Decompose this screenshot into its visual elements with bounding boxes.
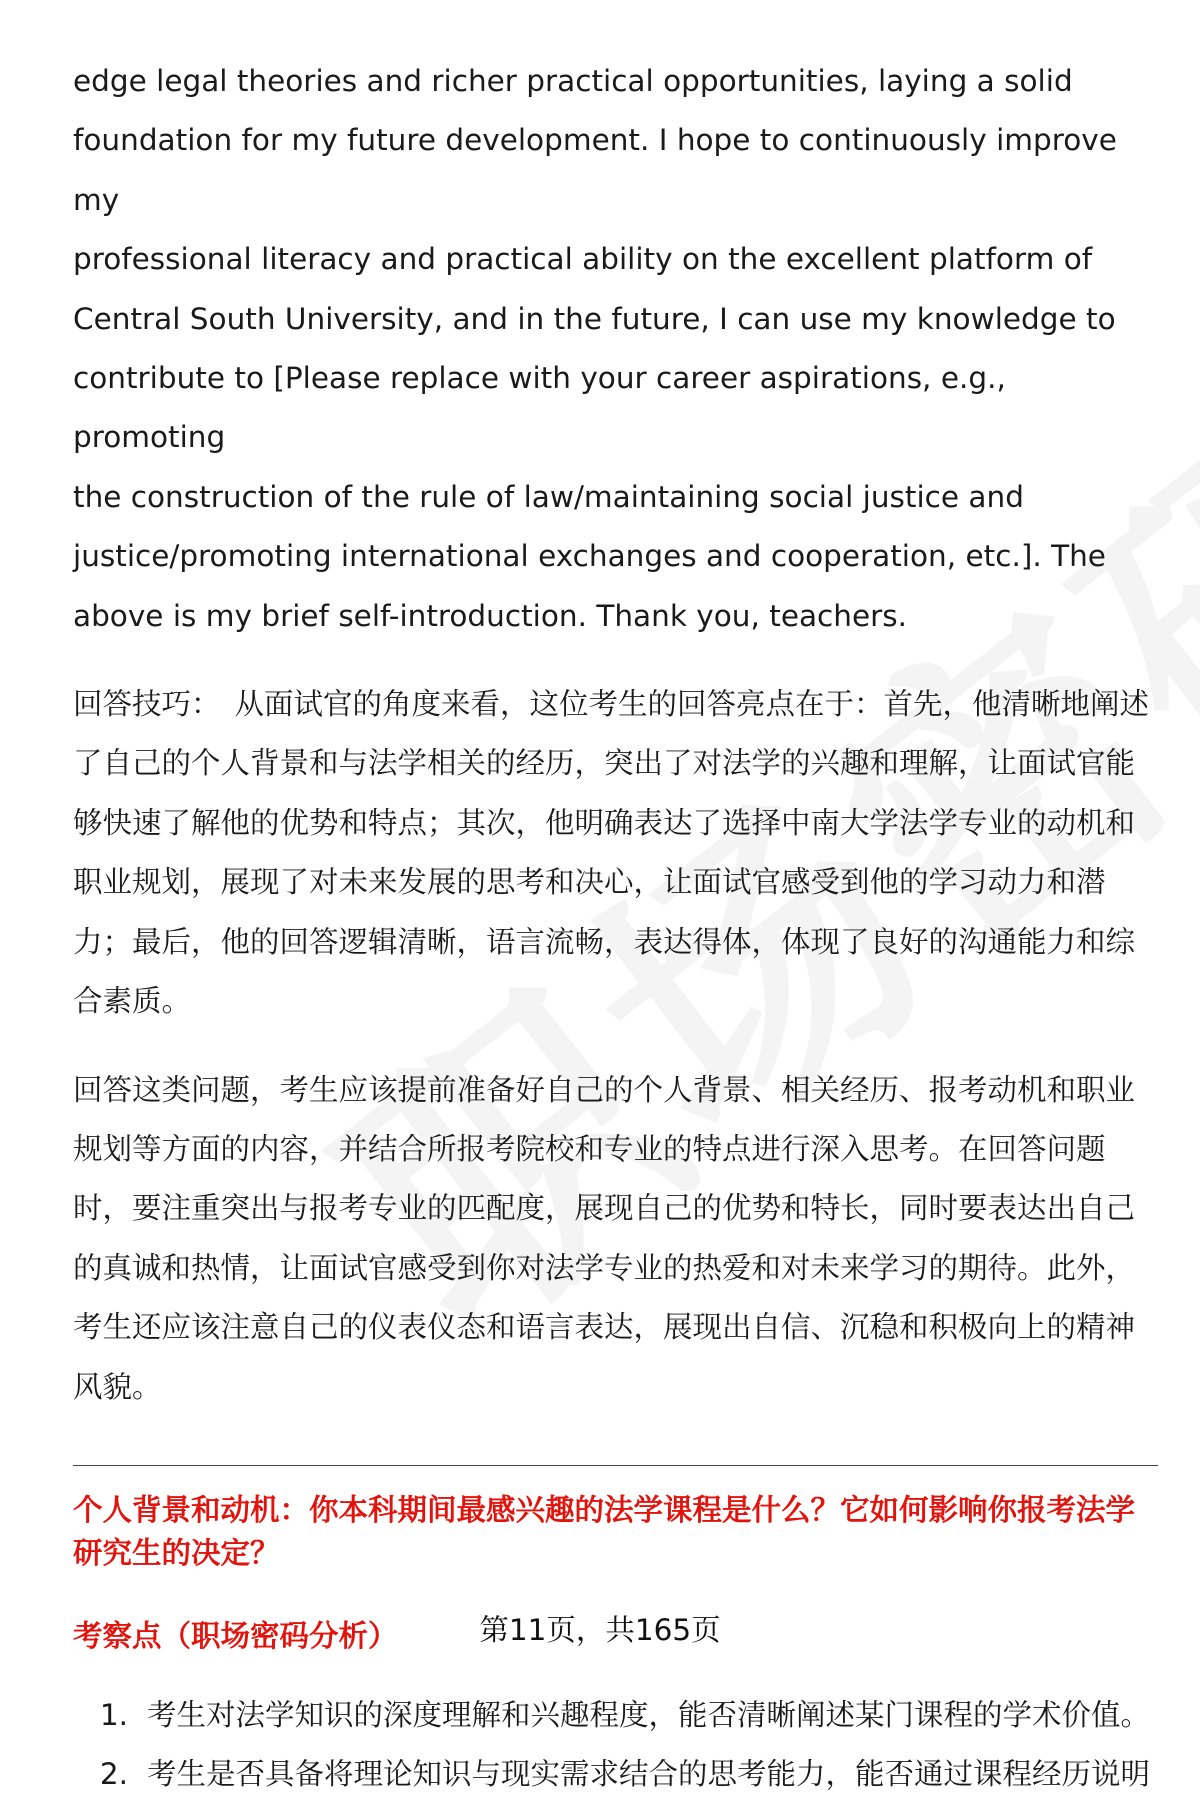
advice-line: 风貌。	[73, 1369, 162, 1404]
intro-line: Central South University, and in the future, I can use my knowledge to	[73, 301, 1116, 336]
advice-line: 考生还应该注意自己的仪表仪态和语言表达，展现出自信、沉稳和积极向上的精神	[73, 1310, 1136, 1345]
question-line: 研究生的决定？	[73, 1535, 280, 1570]
page-footer: 第11页，共165页	[479, 1613, 721, 1647]
list-item-number: 2.	[99, 1756, 128, 1791]
list-item	[73, 1745, 1158, 1804]
list-item-number: 1.	[99, 1697, 128, 1732]
tips-label: 回答技巧：	[73, 687, 221, 722]
intro-line: justice/promoting international exchanges and cooperation, etc.]. The	[73, 539, 1106, 574]
intro-line: edge legal theories and richer practical opportunities, laying a solid	[73, 64, 1073, 98]
intro-line: above is my brief self-introduction. Thank you, teachers.	[73, 598, 907, 633]
question-line: 个人背景和动机：你本科期间最感兴趣的法学课程是什么？它如何影响你报考法学	[73, 1492, 1136, 1527]
advice-line: 时，要注重突出与报考专业的匹配度，展现自己的优势和特长，同时要表达出自己	[73, 1191, 1136, 1226]
tips-line: 合素质。	[73, 984, 192, 1019]
intro-paragraph-en	[73, 52, 1158, 646]
points-list	[73, 1686, 1158, 1804]
intro-line: the construction of the rule of law/maintaining social justice and	[73, 479, 1024, 514]
intro-line: contribute to [Please replace with your career aspirations, e.g., promoting	[73, 361, 1006, 455]
intro-line: foundation for my future development. I hope to continuously improve my	[73, 123, 1117, 217]
list-item	[73, 1686, 1158, 1745]
advice-line: 回答这类问题，考生应该提前准备好自己的个人背景、相关经历、报考动机和职业	[73, 1072, 1136, 1107]
tips-line-text: 从面试官的角度来看，这位考生的回答亮点在于：首先，他清晰地阐述	[234, 687, 1150, 722]
intro-line: professional literacy and practical ability on the excellent platform of	[73, 242, 1093, 277]
tips-line: 职业规划，展现了对未来发展的思考和决心，让面试官感受到他的学习动力和潜	[73, 865, 1106, 900]
section-title: 考察点（职场密码分析）	[73, 1618, 398, 1653]
question-heading	[73, 1489, 1158, 1575]
tips-line: 力；最后，他的回答逻辑清晰，语言流畅，表达得体，体现了良好的沟通能力和综	[73, 924, 1136, 959]
section-divider	[73, 1465, 1158, 1466]
advice-line: 规划等方面的内容，并结合所报考院校和专业的特点进行深入思考。在回答问题	[73, 1131, 1106, 1166]
tips-line: 够快速了解他的优势和特点；其次，他明确表达了选择中南大学法学专业的动机和	[73, 805, 1136, 840]
list-item-text: 考生对法学知识的深度理解和兴趣程度，能否清晰阐述某门课程的学术价值。	[147, 1697, 1151, 1732]
tips-line: 了自己的个人背景和与法学相关的经历，突出了对法学的兴趣和理解，让面试官能	[73, 746, 1136, 781]
page-content	[73, 52, 1158, 1804]
advice-line: 的真诚和热情，让面试官感受到你对法学专业的热爱和对未来学习的期待。此外，	[73, 1250, 1136, 1285]
tips-paragraph	[73, 675, 1158, 1031]
list-item-text: 考生是否具备将理论知识与现实需求结合的思考能力，能否通过课程经历说明	[147, 1756, 1151, 1791]
tips-line	[73, 675, 1158, 734]
advice-paragraph	[73, 1061, 1158, 1417]
